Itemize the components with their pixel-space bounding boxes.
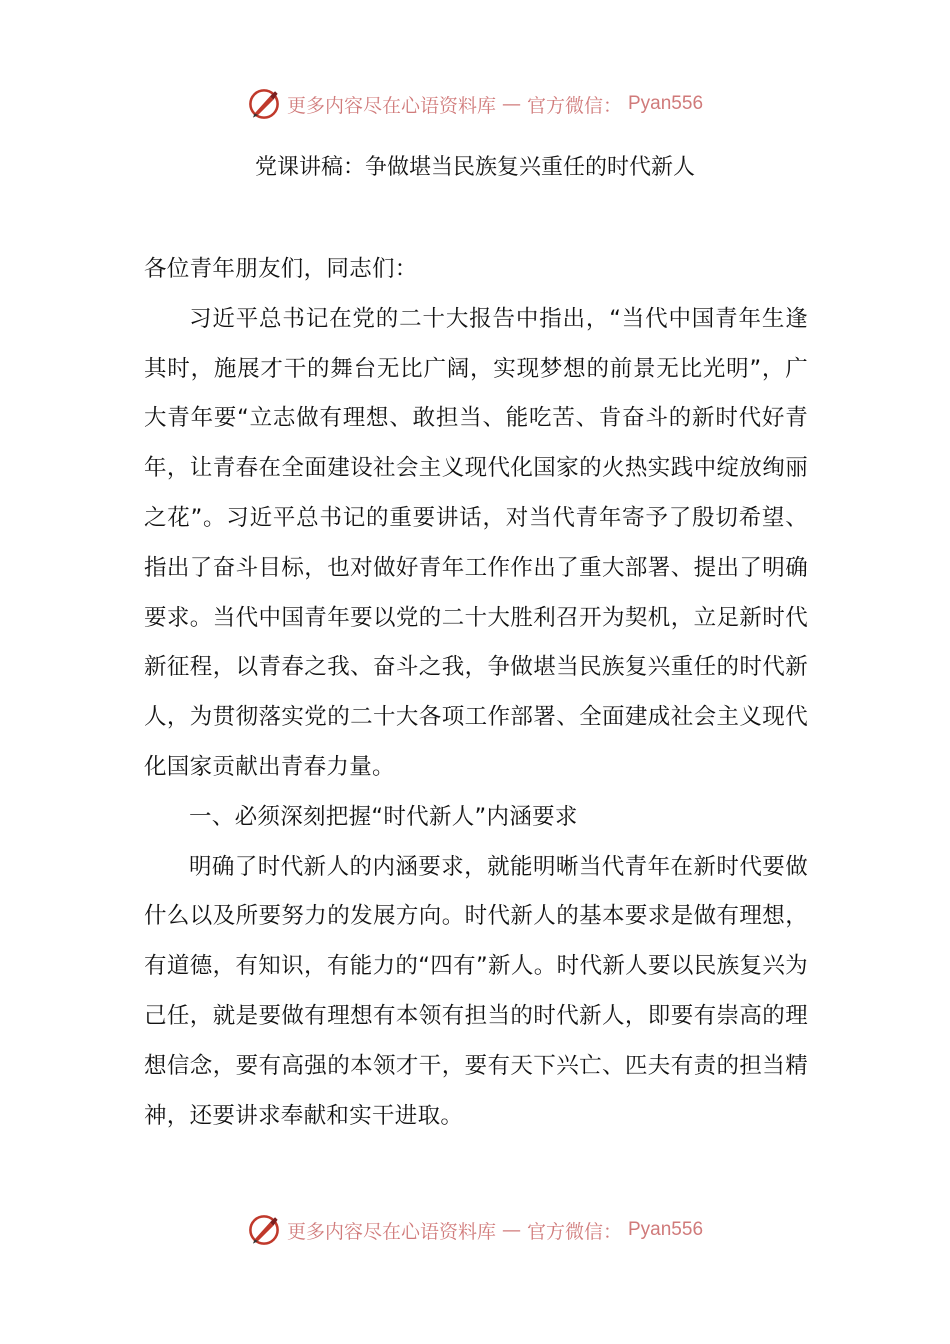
watermark-footer xyxy=(0,1210,950,1250)
salutation: 各位青年朋友们，同志们： xyxy=(144,256,418,282)
document-body xyxy=(144,245,808,1141)
watermark-contact-id: Pyan556 xyxy=(628,1219,704,1240)
section-heading-1: 一、必须深刻把握“时代新人”内涵要求 xyxy=(189,803,578,830)
watermark-header xyxy=(0,84,950,124)
watermark-brand-text: 更多内容尽在心语资料库 xyxy=(286,94,496,117)
watermark-separator: — xyxy=(501,1219,521,1241)
watermark-contact-label: 官方微信： xyxy=(526,1220,622,1243)
paragraph-section-1: 明确了时代新人的内涵要求，就能明晰当代青年在新时代要做什么以及所要努力的发展方向。时代新人的基本要求是做有理想，有道德，有知识，有能力的“四有”新人。时代新人要以民族复兴为己任，就是要做有理想有本领有担当的时代新人，即要有崇高的理想信念，要有高强的本领才干，要有天下兴亡、匹夫有责的担当精神，还要讲求奉献和实干进取。 xyxy=(144,853,808,1129)
pen-logo-icon xyxy=(247,1213,281,1247)
pen-logo-icon xyxy=(247,87,281,121)
watermark-contact-id: Pyan556 xyxy=(628,93,704,114)
document-title: 党课讲稿：争做堪当民族复兴重任的时代新人 xyxy=(254,155,695,180)
watermark-separator: — xyxy=(501,93,521,115)
watermark-contact-label: 官方微信： xyxy=(526,94,622,117)
paragraph-intro: 习近平总书记在党的二十大报告中指出，“当代中国青年生逢其时，施展才干的舞台无比广阔，实现梦想的前景无比光明”，广大青年要“立志做有理想、敢担当、能吃苦、肯奋斗的新时代好青年，让青春在全面建设社会主义现代化国家的火热实践中绽放绚丽之花”。习近平总书记的重要讲话，对当代青年寄予了殷切希望、指出了奋斗目标，也对做好青年工作作出了重大部署、提出了明确要求。当代中国青年要以党的二十大胜利召开为契机，立足新时代新征程，以青春之我、奋斗之我，争做堪当民族复兴重任的时代新人，为贯彻落实党的二十大各项工作部署、全面建成社会主义现代化国家贡献出青春力量。 xyxy=(144,305,808,780)
watermark-brand-text: 更多内容尽在心语资料库 xyxy=(286,1220,496,1243)
